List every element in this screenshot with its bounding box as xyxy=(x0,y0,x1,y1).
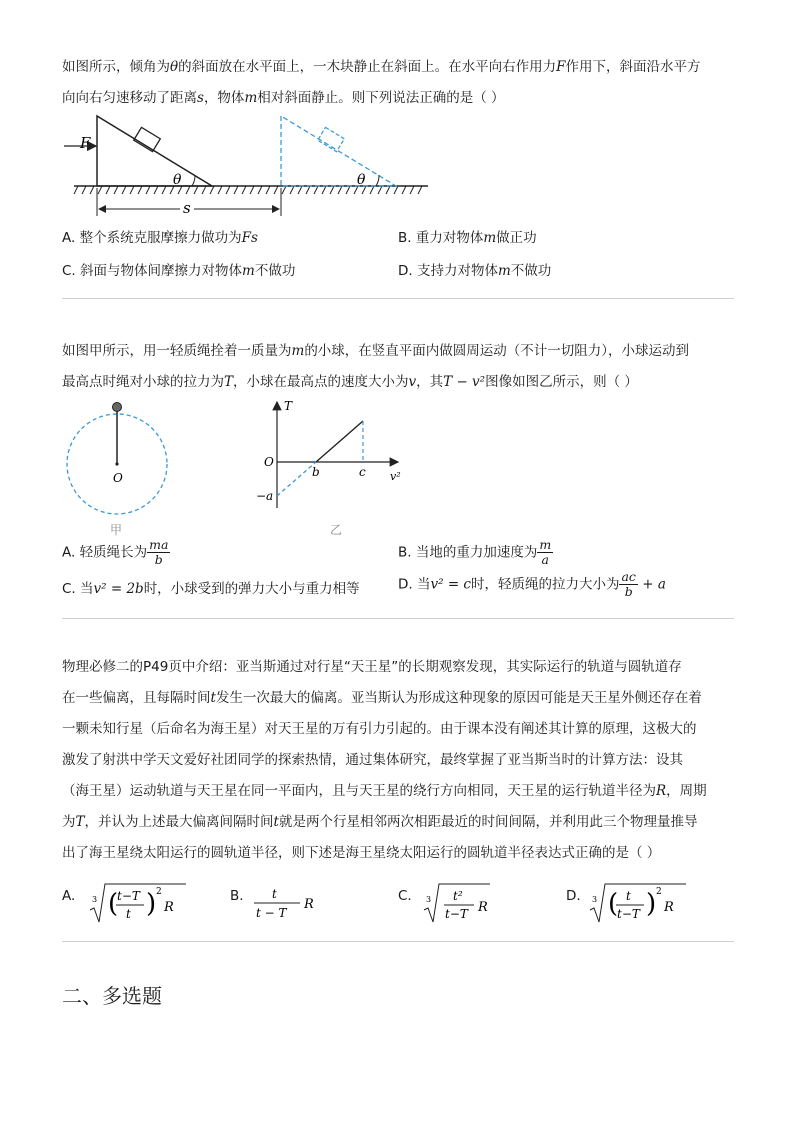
svg-text:2: 2 xyxy=(656,887,662,897)
distance-label: s xyxy=(183,199,191,217)
divider xyxy=(62,941,734,942)
svg-text:t: t xyxy=(626,889,631,903)
svg-text:R: R xyxy=(664,900,674,915)
question-2 xyxy=(62,336,734,398)
question-1 xyxy=(62,52,734,114)
left-paren: ( xyxy=(108,889,119,919)
svg-text:t²: t² xyxy=(453,889,463,903)
q3-line-5: （海王星）运动轨道与天王星在同一平面内，且与天王星的绕行方向相同，天王星的运行轨道半径为R，周期 xyxy=(62,783,707,799)
q2-option-a[interactable]: A. 轻质绳长为 $\frac{ma}{b}$ xyxy=(62,537,169,567)
tick-c-label: c xyxy=(359,465,366,479)
q1-line-1: 如图所示，倾角为θ的斜面放在水平面上，一木块静止在斜面上。在水平向右作用力F作用下，斜面沿水平方 xyxy=(62,59,701,75)
origin-label: O xyxy=(264,455,274,469)
fraction-b xyxy=(252,882,342,926)
q3-line-6: 为T，并认为上述最大偏离间隔时间t就是两个行星相邻两次相距最近的时间间隔，并利用此三个物理量推导 xyxy=(62,814,698,830)
q2-option-c[interactable]: C. 当v² = 2b时，小球受到的弹力大小与重力相等 xyxy=(62,581,360,597)
right-paren: ) xyxy=(146,889,157,919)
radical-sign xyxy=(588,882,688,926)
svg-text:2: 2 xyxy=(156,887,162,897)
svg-text:t: t xyxy=(126,907,131,921)
q2-graph-figure xyxy=(252,396,412,538)
axis-v2-label: v² xyxy=(390,470,401,483)
q2-line-2: 最高点时绳对小球的拉力为T，小球在最高点的速度大小为v，其T − v²图像如图乙所示，则（ ） xyxy=(62,374,638,390)
figure-caption-right: 乙 xyxy=(330,523,343,537)
radical-sign xyxy=(422,882,512,926)
q3-line-4: 激发了射洪中学天文爱好社团同学的探索热情，通过集体研究，最终掌握了亚当斯当时的计算方法：设其 xyxy=(62,752,683,768)
right-paren: ) xyxy=(646,889,657,919)
divider xyxy=(62,618,734,619)
q3-line-3: 一颗未知行星（后命名为海王星）对天王星的万有引力引起的。由于课本没有阐述其计算的原理，这极大的 xyxy=(62,721,697,737)
tick-b-label: b xyxy=(312,465,320,479)
svg-text:t−T: t−T xyxy=(617,907,640,921)
q3-line-2: 在一些偏离，且每隔时间t发生一次最大的偏离。亚当斯认为形成这种现象的原因可能是天王星外侧还存在着 xyxy=(62,690,702,706)
force-label: F xyxy=(80,134,91,152)
q2-line-1: 如图甲所示，用一轻质绳拴着一质量为m的小球，在竖直平面内做圆周运动（不计一切阻力），小球运动到 xyxy=(62,343,690,359)
divider xyxy=(62,298,734,299)
q1-option-b[interactable]: B. 重力对物体m做正功 xyxy=(398,230,537,246)
q3-line-7: 出了海王星绕太阳运行的圆轨道半径，则下述是海王星绕太阳运行的圆轨道半径表达式正确的是（ ） xyxy=(62,845,661,861)
theta-label-dashed: θ xyxy=(357,172,366,188)
svg-text:R: R xyxy=(164,900,174,915)
svg-text:R: R xyxy=(304,897,314,912)
svg-text:3: 3 xyxy=(92,895,98,904)
svg-text:t−T: t−T xyxy=(445,907,468,921)
q3-line-1: 物理必修二的P49页中介绍：亚当斯通过对行星“天王星”的长期观察发现，其实际运行的轨道与圆轨道存 xyxy=(62,659,682,675)
svg-text:t: t xyxy=(272,887,277,901)
q1-line-2: 向向右匀速移动了距离s，物体m相对斜面静止。则下列说法正确的是（ ） xyxy=(62,90,505,106)
axis-t-label: T xyxy=(284,399,293,413)
svg-text:3: 3 xyxy=(592,895,598,904)
q2-option-b[interactable]: B. 当地的重力加速度为 $\frac{m}{a}$ xyxy=(398,537,552,567)
svg-text:t−T: t−T xyxy=(117,889,140,903)
left-paren: ( xyxy=(608,889,619,919)
q1-option-c[interactable]: C. 斜面与物体间摩擦力对物体m不做功 xyxy=(62,263,296,279)
q1-option-a[interactable]: A. 整个系统克服摩擦力做功为Fs xyxy=(62,230,258,246)
svg-text:R: R xyxy=(478,900,488,915)
section-title: 二、多选题 xyxy=(62,984,162,1008)
q2-option-d[interactable]: D. 当v² = c时，轻质绳的拉力大小为 $\frac{ac}{b}$ + a xyxy=(398,569,666,599)
q1-incline-figure xyxy=(60,112,440,220)
svg-text:3: 3 xyxy=(426,895,432,904)
svg-text:t − T: t − T xyxy=(256,906,287,920)
q1-option-d[interactable]: D. 支持力对物体m不做功 xyxy=(398,263,552,279)
radical-sign xyxy=(88,882,188,926)
tick-minus-a-label: −a xyxy=(256,489,274,503)
q2-circle-figure xyxy=(60,396,180,538)
center-label: O xyxy=(113,471,123,485)
question-3 xyxy=(62,652,734,869)
theta-label: θ xyxy=(173,172,182,188)
figure-caption-left: 甲 xyxy=(110,523,123,537)
